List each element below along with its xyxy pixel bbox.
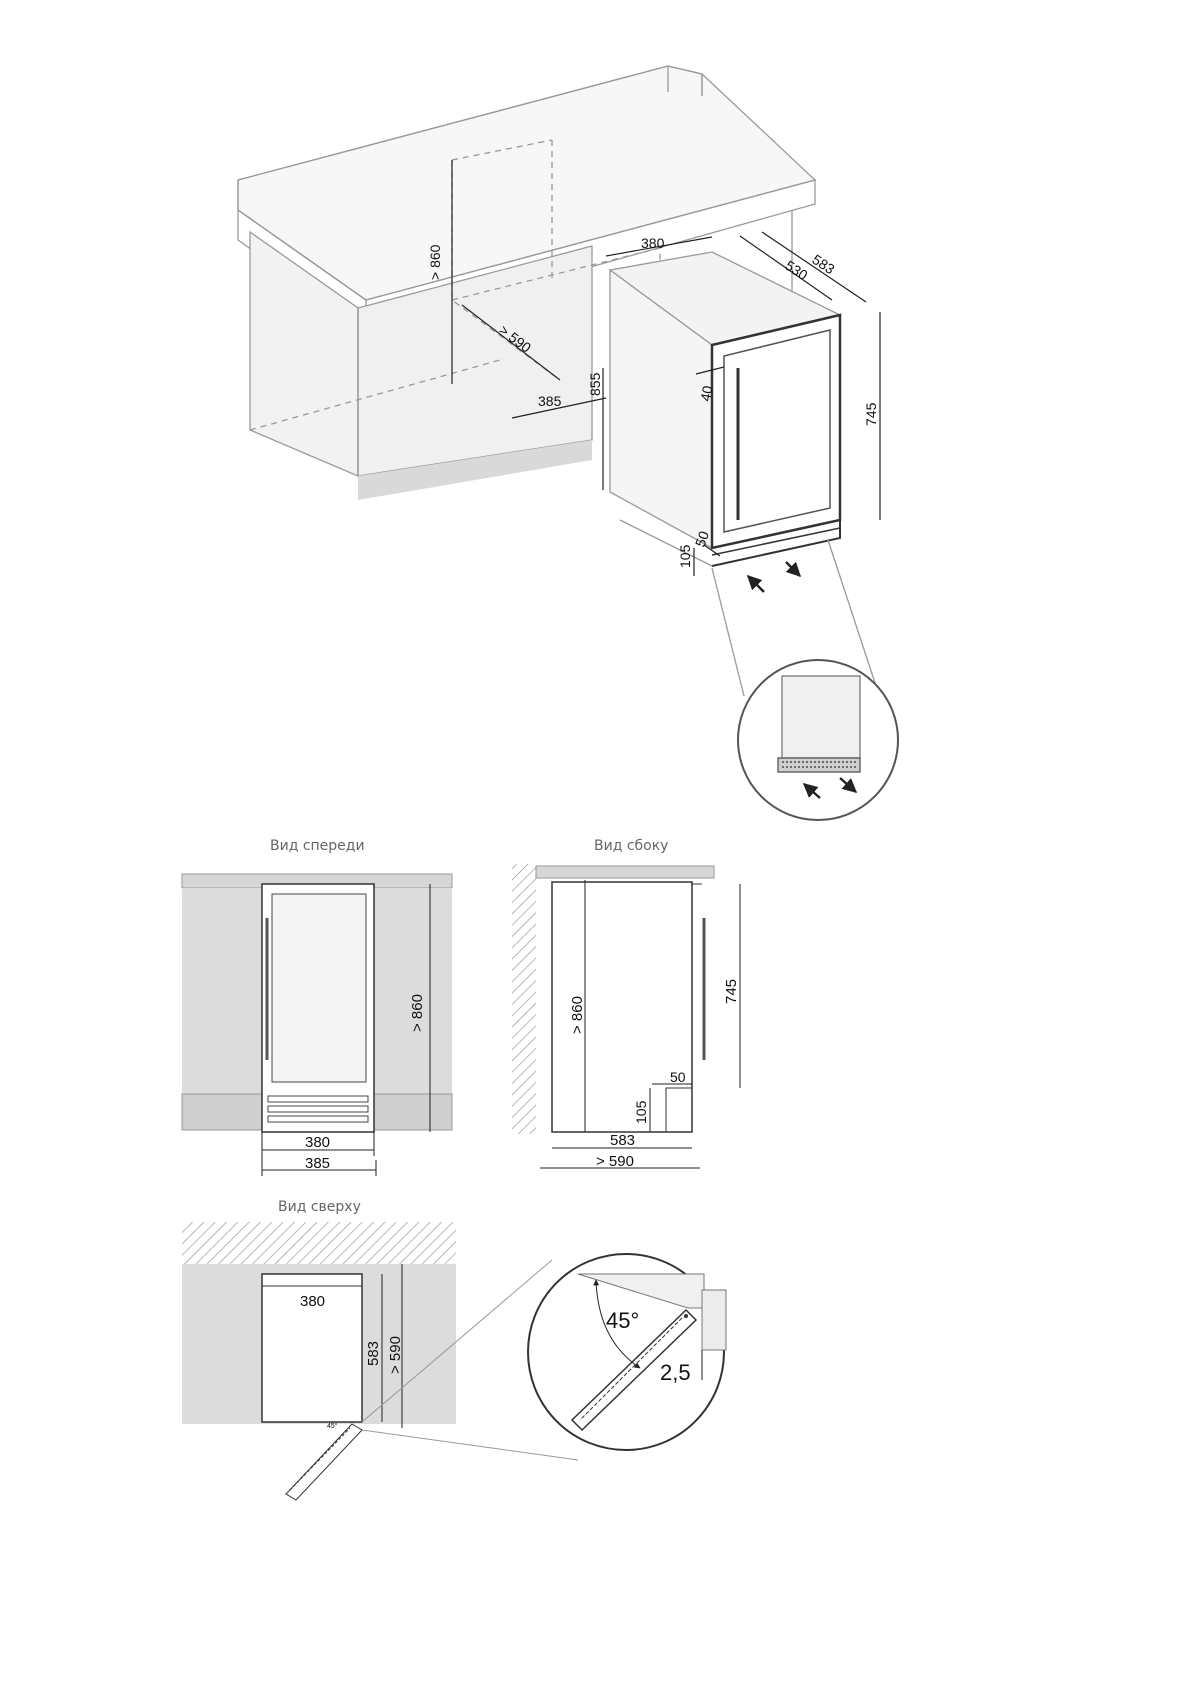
side-dim-depth: 583 bbox=[610, 1132, 636, 1149]
dim-iso-w385: 385 bbox=[538, 393, 562, 409]
dim-iso-w380: 380 bbox=[641, 235, 665, 251]
dim-iso-d590: > 590 bbox=[496, 321, 535, 356]
dim-iso-plinth105: 105 bbox=[677, 544, 693, 568]
top-dim-depth: 583 bbox=[365, 1340, 382, 1366]
front-view bbox=[182, 838, 452, 1176]
front-dim-inner-width: 380 bbox=[305, 1134, 331, 1151]
isometric-view bbox=[238, 66, 898, 820]
side-dim-niche-depth: > 590 bbox=[596, 1153, 634, 1170]
front-view-title: Вид спереди bbox=[270, 838, 365, 854]
top-dim-angle-small: 45° bbox=[327, 1423, 338, 1430]
detail-gap: 2,5 bbox=[660, 1360, 691, 1385]
dim-iso-plinth50: 50 bbox=[691, 528, 713, 550]
top-dim-width: 380 bbox=[300, 1293, 326, 1310]
dim-iso-h860: > 860 bbox=[427, 244, 443, 280]
fridge-body bbox=[610, 252, 840, 566]
top-view bbox=[182, 1199, 578, 1500]
side-view-title: Вид сбоку bbox=[594, 838, 669, 854]
side-dim-toe-depth: 50 bbox=[670, 1069, 686, 1085]
front-dim-niche-width: 385 bbox=[305, 1155, 331, 1172]
side-dim-height: > 860 bbox=[569, 996, 586, 1034]
vent-detail-circle bbox=[738, 660, 898, 820]
dim-iso-d583: 583 bbox=[809, 251, 838, 278]
top-dim-niche-depth: > 590 bbox=[387, 1336, 404, 1374]
dim-iso-h855: 855 bbox=[587, 372, 603, 396]
detail-angle: 45° bbox=[606, 1308, 640, 1333]
dim-iso-door40: 40 bbox=[697, 384, 716, 403]
side-dim-toe-height: 105 bbox=[633, 1100, 649, 1124]
hinge-detail-circle bbox=[528, 1254, 726, 1450]
top-view-title: Вид сверху bbox=[278, 1199, 361, 1215]
dim-iso-d530: 530 bbox=[782, 257, 811, 284]
front-dim-height: > 860 bbox=[409, 994, 426, 1032]
dim-iso-h745: 745 bbox=[863, 402, 879, 426]
side-view bbox=[512, 838, 740, 1170]
airflow-arrows bbox=[748, 562, 800, 592]
side-dim-door-height: 745 bbox=[723, 978, 740, 1004]
